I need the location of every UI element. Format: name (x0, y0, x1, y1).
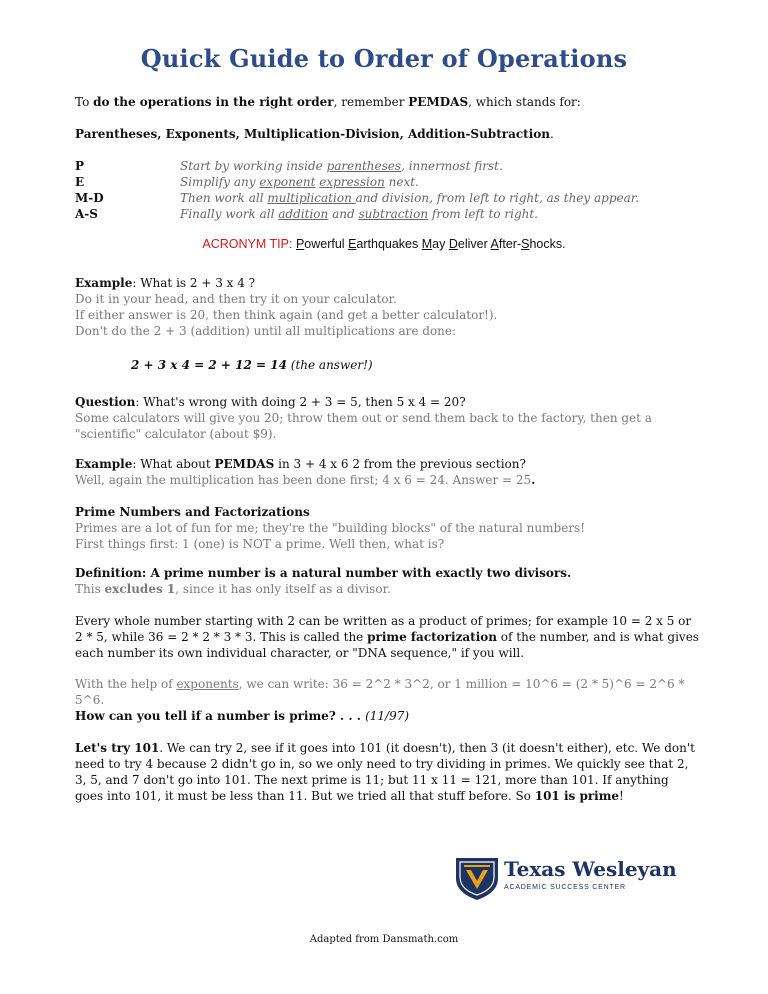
example-1: Example: What is 2 + 3 x 4 ? Do it in your head, and then try it on your calculator. If either answer is 20, then think again (and get a better calculator!). Don't do the 2 + 3 (addition) until all multiplications are done: (75, 276, 498, 338)
pemdas-descriptions (180, 158, 680, 222)
logo-text: Texas Wesleyan ACADEMIC SUCCESS CENTER (504, 857, 677, 891)
acronym-tip (0, 237, 768, 251)
prime-factorization-paragraph: Every whole number starting with 2 can be written as a product of primes; for example 10 = 2 x 5 or 2 * 5, while 36 = 2 * 2 * 3 * 3. This is called the prime factorization of the number, and is what gives each number its own individual character, or "DNA sequence," if you will. (75, 614, 699, 660)
how-prime-question: How can you tell if a number is prime? . . . (11/97) (75, 709, 410, 723)
page-title: Quick Guide to Order of Operations (140, 44, 628, 73)
letter-e: E (75, 175, 85, 189)
letter-md: M-D (75, 191, 104, 205)
desc-addition: Finally work all addition and subtraction from left to right. (180, 207, 538, 221)
tip-words: Powerful Earthquakes May Deliver After-Shocks. (295, 237, 566, 251)
example-2: Example: What about PEMDAS in 3 + 4 x 6 2 from the previous section? Well, again the multiplication has been done first; 4 x 6 = 24. Answer = 25. (75, 457, 536, 487)
primes-intro: Prime Numbers and Factorizations Primes are a lot of fun for me; they're the "building blocks" of the natural numbers! First things first: 1 (one) is NOT a prime. Well then, what is? (75, 505, 586, 551)
footer-credit: Adapted from Dansmath.com (309, 934, 459, 945)
tip-label: ACRONYM TIP: (202, 237, 296, 251)
letter-as: A-S (75, 207, 98, 221)
intro-paragraph: To do the operations in the right order, remember PEMDAS, which stands for: (75, 95, 581, 109)
primes-heading: Prime Numbers and Factorizations (75, 505, 310, 519)
desc-exponents: Simplify any exponent expression next. (180, 175, 419, 189)
prime-definition: Definition: A prime number is a natural number with exactly two divisors. This excludes 1, since it has only itself as a divisor. (75, 566, 572, 596)
desc-multiplication: Then work all multiplication and division, from left to right, as they appear. (180, 191, 639, 205)
desc-parentheses: Start by working inside parentheses, innermost first. (180, 159, 503, 173)
try-101-paragraph: Let's try 101. We can try 2, see if it goes into 101 (it doesn't), then 3 (it doesn't either), etc. We don't need to try 4 because 2 didn't go in, so we only need to try dividing in primes. We quickly see that 2, 3, 5, and 7 don't go into 101. The next prime is 11; but 11 x 11 = 121, more than 101. If anything goes into 101, it must be less than 11. But we tried all that stuff before. So 101 is prime! (75, 741, 695, 803)
example-equation: 2 + 3 x 4 = 2 + 12 = 14 (the answer!) (131, 358, 373, 372)
pemdas-letters (75, 158, 104, 222)
pemdas-expansion: Parentheses, Exponents, Multiplication-Division, Addition-Subtraction. (75, 127, 554, 141)
question-1: Question: What's wrong with doing 2 + 3 = 5, then 5 x 4 = 20? Some calculators will give you 20; throw them out or send them back to the factory, then get a "scientific" calculator (about $9). (75, 395, 652, 441)
exponents-paragraph: With the help of exponents, we can write: 36 = 2^2 * 3^2, or 1 million = 10^6 = (2 * 5)^6 = 2^6 * 5^6. (75, 677, 685, 707)
letter-p: P (75, 159, 85, 173)
